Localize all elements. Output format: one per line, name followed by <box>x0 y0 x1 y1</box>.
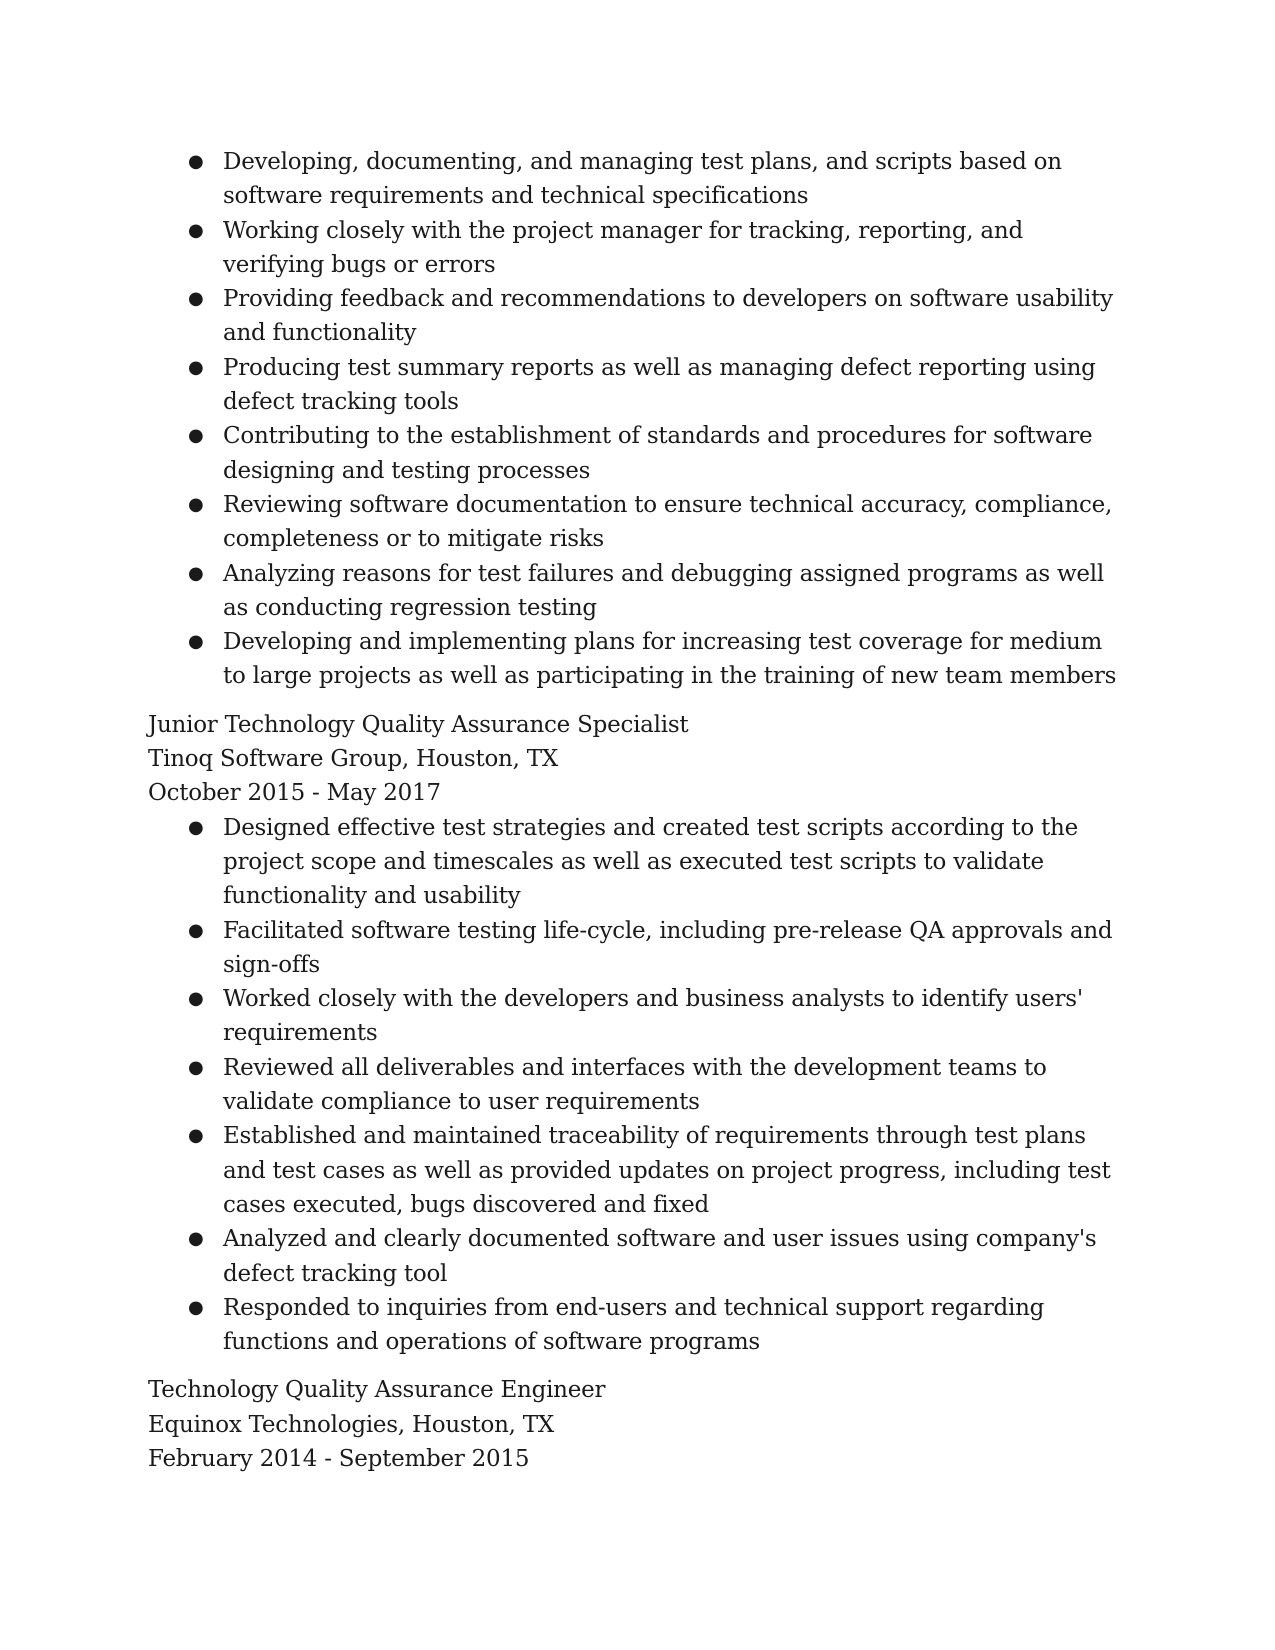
list-item: ● Responded to inquiries from end-users and technical support regarding functions and operations of software programs <box>148 1291 1128 1360</box>
bullet-icon: ● <box>188 219 204 241</box>
job-dates: October 2015 - May 2017 <box>148 780 441 807</box>
bullet-icon: ● <box>188 631 204 653</box>
bullet-icon: ● <box>188 816 204 838</box>
job-title: Junior Technology Quality Assurance Specialist <box>148 711 689 738</box>
list-item: ● Analyzed and clearly documented software and user issues using company's defect tracking tool <box>148 1222 1128 1291</box>
bullet-icon: ● <box>188 1296 204 1318</box>
list-item: ● Developing and implementing plans for increasing test coverage for medium to large projects as well as participating in the training of new team members <box>148 625 1128 694</box>
list-item: ● Established and maintained traceability of requirements through test plans and test cases as well as provided updates on project progress, including test cases executed, bugs discovered and fixed <box>148 1119 1128 1222</box>
bullet-icon: ● <box>188 288 204 310</box>
bullet-icon: ● <box>188 151 204 172</box>
list-item: ● Producing test summary reports as well as managing defect reporting using defect tracking tools <box>148 351 1128 420</box>
resume-content <box>148 145 1128 1476</box>
bullet-icon: ● <box>188 1125 204 1147</box>
list-item: ● Analyzing reasons for test failures and debugging assigned programs as well as conducting regression testing <box>148 557 1128 626</box>
bullet-icon: ● <box>188 919 204 941</box>
job-title: Technology Quality Assurance Engineer <box>148 1377 606 1404</box>
bullet-icon: ● <box>188 425 204 447</box>
list-item: ● Providing feedback and recommendations to developers on software usability and functionality <box>148 282 1128 351</box>
list-item: ● Reviewed all deliverables and interfaces with the development teams to validate compliance to user requirements <box>148 1051 1128 1120</box>
bullet-icon: ● <box>188 988 204 1010</box>
bullet-icon: ● <box>188 493 204 515</box>
list-item: ● Facilitated software testing life-cycle, including pre-release QA approvals and sign-offs <box>148 914 1128 983</box>
list-item: ● Contributing to the establishment of standards and procedures for software designing and testing processes <box>148 419 1128 488</box>
job-dates: February 2014 - September 2015 <box>148 1445 530 1472</box>
list-item: ● Designed effective test strategies and created test scripts according to the project scope and timescales as well as executed test scripts to validate functionality and usability <box>148 811 1128 914</box>
job-entry-tinoq <box>148 708 1128 1360</box>
bullet-icon: ● <box>188 356 204 378</box>
list-item: ● Worked closely with the developers and business analysts to identify users' requirements <box>148 982 1128 1051</box>
previous-job-bullets <box>148 145 1128 694</box>
bullet-icon: ● <box>188 562 204 584</box>
bullet-icon: ● <box>188 1056 204 1078</box>
job-company: Tinoq Software Group, Houston, TX <box>148 746 558 773</box>
bullet-icon: ● <box>188 1228 204 1250</box>
list-item: ● Developing, documenting, and managing test plans, and scripts based on software requirements and technical specifications <box>148 145 1128 214</box>
job-bullets <box>148 811 1128 1360</box>
job-entry-equinox <box>148 1373 1128 1476</box>
list-item: ● Reviewing software documentation to ensure technical accuracy, compliance, completeness or to mitigate risks <box>148 488 1128 557</box>
list-item: ● Working closely with the project manager for tracking, reporting, and verifying bugs or errors <box>148 214 1128 283</box>
job-company: Equinox Technologies, Houston, TX <box>148 1411 554 1438</box>
